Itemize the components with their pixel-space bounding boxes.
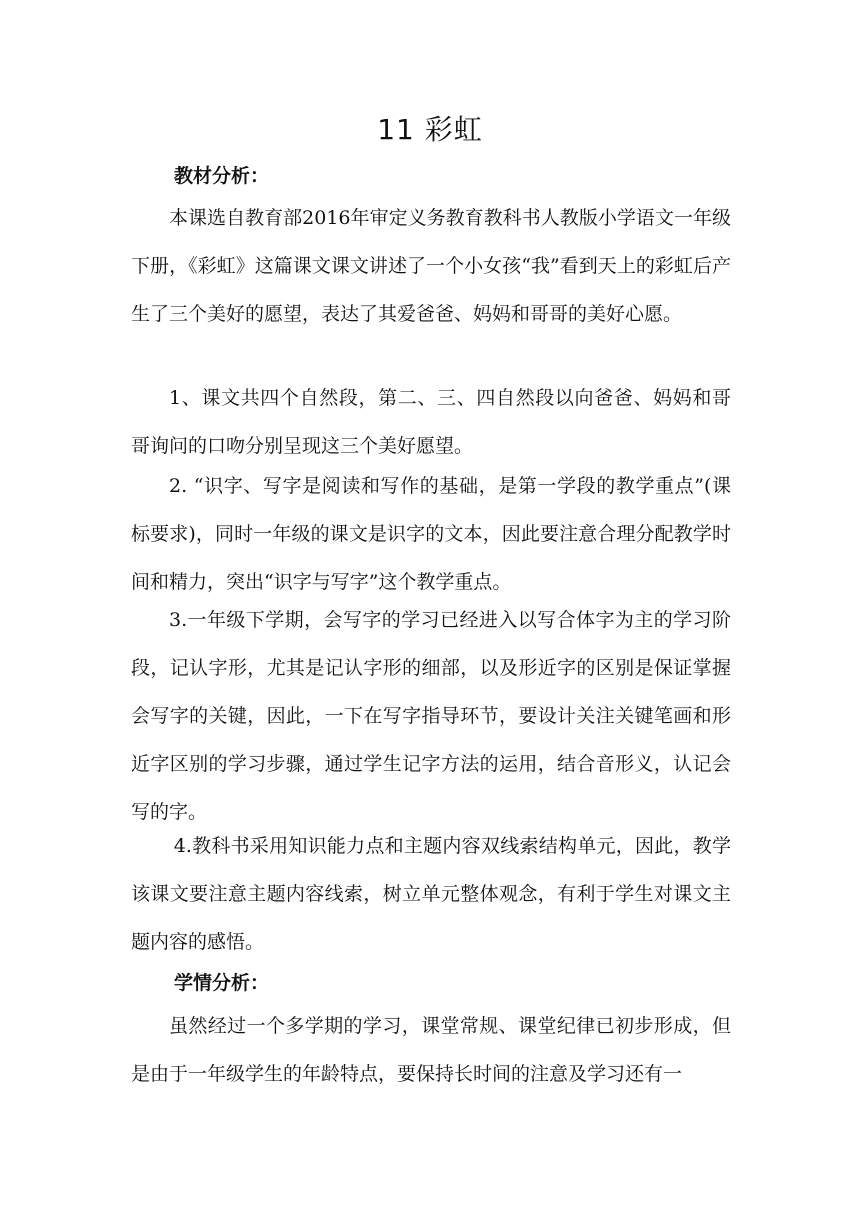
paragraph-intro: 本课选自教育部2016年审定义务教育教科书人教版小学语文一年级下册，《彩虹》这篇课文课文讲述了一个小女孩“我”看到天上的彩虹后产生了三个美好的愿望，表达了其爱爸爸、妈妈和哥哥的美好心愿。 (131, 207, 731, 325)
paragraph-point-3: 3.一年级下学期，会写字的学习已经进入以写合体字为主的学习阶段，记认字形，尤其是记认字形的细部，以及形近字的区别是保证掌握会写字的关键，因此，一下在写字指导环节，要设计关注关键笔画和形近字区别的学习步骤，通过学生记字方法的运用，结合音形义，认记会写的字。 (131, 609, 731, 823)
section-heading-learner-analysis: 学情分析： (174, 972, 270, 994)
paragraph-point-2: 2. “识字、写字是阅读和写作的基础，是第一学段的教学重点”(课标要求)，同时一年级的课文是识字的文本，因此要注意合理分配教学时间和精力，突出“识字与写字”这个教学重点。 (131, 475, 731, 593)
paragraph-point-1: 1、课文共四个自然段，第二、三、四自然段以向爸爸、妈妈和哥哥询问的口吻分别呈现这三个美好愿望。 (131, 387, 731, 457)
document-title: 11 彩虹 (377, 113, 483, 146)
paragraph-learner-analysis: 虽然经过一个多学期的学习，课堂常规、课堂纪律已初步形成，但是由于一年级学生的年龄特点，要保持长时间的注意及学习还有一 (131, 1015, 731, 1085)
section-heading-textbook-analysis: 教材分析： (174, 165, 270, 187)
paragraph-point-4: 4.教科书采用知识能力点和主题内容双线索结构单元，因此，教学该课文要注意主题内容线索，树立单元整体观念，有利于学生对课文主题内容的感悟。 (131, 835, 731, 953)
